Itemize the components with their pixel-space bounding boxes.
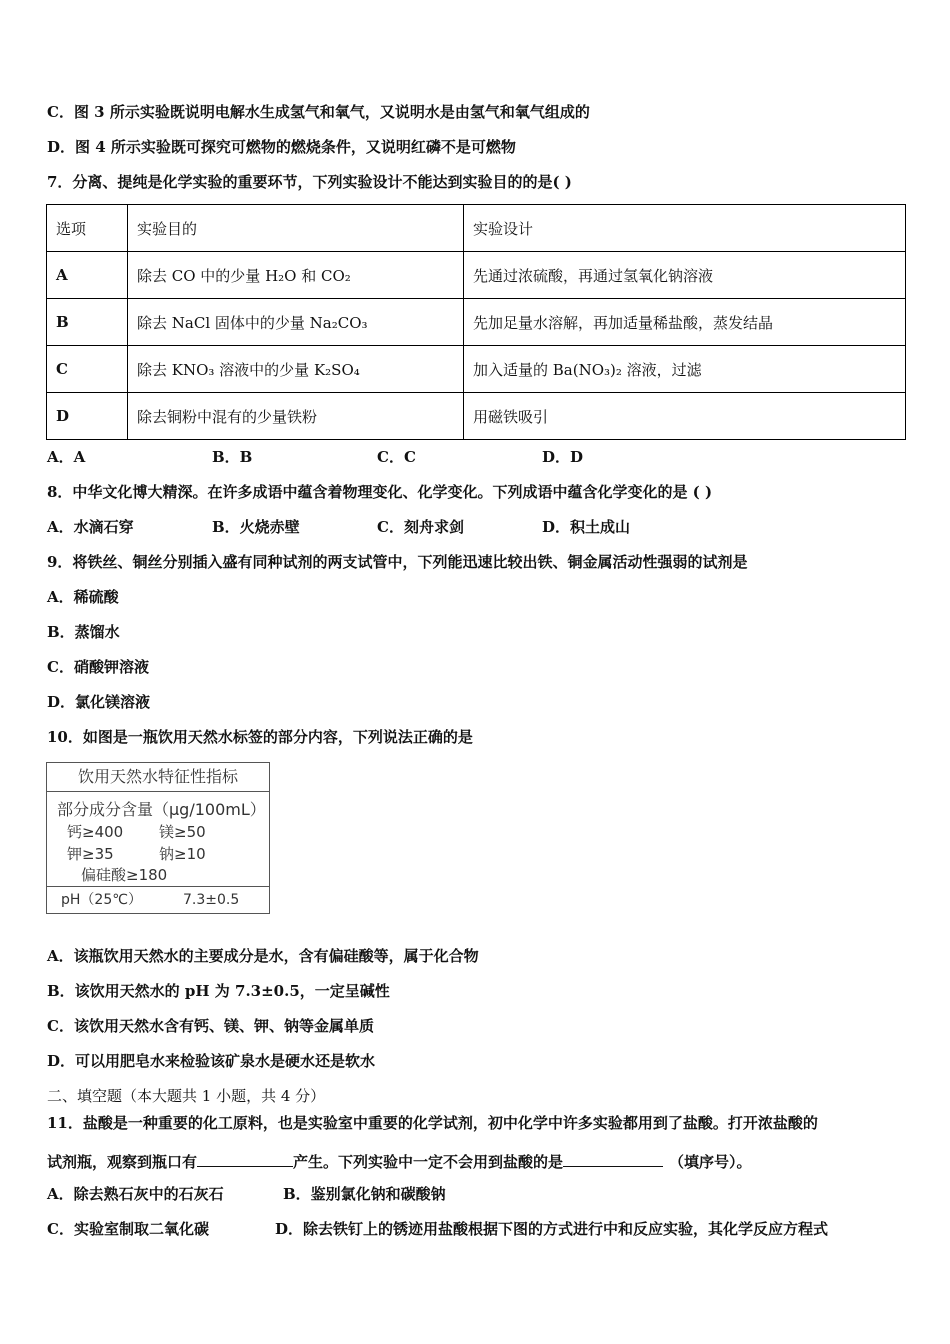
label-title: 饮用天然水特征性指标 bbox=[47, 763, 269, 792]
q11-text-a: 试剂瓶，观察到瓶口有 bbox=[47, 1153, 198, 1171]
q8-option-b: B．火烧赤壁 bbox=[212, 518, 300, 536]
q7-option-a: A．A bbox=[47, 448, 86, 466]
label-ph-label: pH（25℃） bbox=[61, 892, 142, 908]
question-9-stem: 9．将铁丝、铜丝分别插入盛有同种试剂的两支试管中，下列能迅速比较出铁、铜金属活动性强弱的试剂是 bbox=[47, 553, 748, 571]
question-7-stem: 7．分离、提纯是化学实验的重要环节，下列实验设计不能达到实验目的的是( ) bbox=[47, 173, 572, 191]
table-row bbox=[47, 299, 906, 346]
table-row bbox=[47, 346, 906, 393]
header-purpose: 实验目的 bbox=[128, 205, 464, 252]
table-header-row bbox=[47, 205, 906, 252]
row-option: A bbox=[47, 252, 128, 299]
q10-option-c: C．该饮用天然水含有钙、镁、钾、钠等金属单质 bbox=[47, 1017, 374, 1035]
q11-option-a: A．除去熟石灰中的石灰石 bbox=[47, 1185, 224, 1203]
q9-option-d: D．氯化镁溶液 bbox=[47, 693, 151, 711]
water-label-figure bbox=[46, 762, 270, 914]
q8-option-c: C．刻舟求剑 bbox=[377, 518, 464, 536]
blank-field-2 bbox=[563, 1150, 663, 1167]
table-row bbox=[47, 252, 906, 299]
row-option: D bbox=[47, 393, 128, 440]
q7-option-d: D．D bbox=[542, 448, 584, 466]
label-potassium: 钾≥35 bbox=[67, 845, 114, 863]
label-sodium: 钠≥10 bbox=[159, 845, 206, 863]
header-design: 实验设计 bbox=[464, 205, 906, 252]
header-option: 选项 bbox=[47, 205, 128, 252]
row-purpose: 除去 NaCl 固体中的少量 Na₂CO₃ bbox=[128, 299, 464, 346]
label-subtitle: 部分成分含量（μg/100mL） bbox=[57, 800, 266, 819]
q10-option-b: B．该饮用天然水的 pH 为 7.3±0.5，一定呈碱性 bbox=[47, 982, 390, 1000]
row-design: 先通过浓硫酸，再通过氢氧化钠溶液 bbox=[464, 252, 906, 299]
option-c-line: C．图 3 所示实验既说明电解水生成氢气和氧气，又说明水是由氢气和氧气组成的 bbox=[47, 103, 590, 121]
row-option: B bbox=[47, 299, 128, 346]
question-10-stem: 10．如图是一瓶饮用天然水标签的部分内容，下列说法正确的是 bbox=[47, 728, 473, 746]
q7-table bbox=[46, 204, 906, 440]
q11-text-c: （填序号）。 bbox=[669, 1153, 752, 1171]
question-11-line2 bbox=[47, 1150, 752, 1172]
q9-option-a: A．稀硫酸 bbox=[47, 588, 119, 606]
label-ph-row bbox=[47, 886, 269, 913]
row-purpose: 除去 KNO₃ 溶液中的少量 K₂SO₄ bbox=[128, 346, 464, 393]
q11-option-d: D．除去铁钉上的锈迹用盐酸根据下图的方式进行中和反应实验，其化学反应方程式 bbox=[275, 1220, 829, 1238]
q9-option-b: B．蒸馏水 bbox=[47, 623, 120, 641]
q10-option-d: D．可以用肥皂水来检验该矿泉水是硬水还是软水 bbox=[47, 1052, 376, 1070]
table-row bbox=[47, 393, 906, 440]
row-design: 加入适量的 Ba(NO₃)₂ 溶液，过滤 bbox=[464, 346, 906, 393]
row-purpose: 除去铜粉中混有的少量铁粉 bbox=[128, 393, 464, 440]
q11-option-c: C．实验室制取二氧化碳 bbox=[47, 1220, 209, 1238]
label-magnesium: 镁≥50 bbox=[159, 823, 206, 841]
row-purpose: 除去 CO 中的少量 H₂O 和 CO₂ bbox=[128, 252, 464, 299]
q8-option-a: A．水滴石穿 bbox=[47, 518, 134, 536]
label-metasilicic: 偏硅酸≥180 bbox=[81, 866, 168, 884]
blank-field-1 bbox=[197, 1150, 293, 1167]
row-option: C bbox=[47, 346, 128, 393]
q10-option-a: A．该瓶饮用天然水的主要成分是水，含有偏硅酸等，属于化合物 bbox=[47, 947, 479, 965]
q8-option-d: D．积土成山 bbox=[542, 518, 631, 536]
section-heading: 二、填空题（本大题共 1 小题，共 4 分） bbox=[47, 1087, 326, 1105]
option-d-line: D．图 4 所示实验既可探究可燃物的燃烧条件，又说明红磷不是可燃物 bbox=[47, 138, 516, 156]
label-calcium: 钙≥400 bbox=[67, 823, 124, 841]
q7-option-b: B．B bbox=[212, 448, 253, 466]
q11-text-b: 产生。下列实验中一定不会用到盐酸的是 bbox=[293, 1153, 564, 1171]
row-design: 先加足量水溶解，再加适量稀盐酸，蒸发结晶 bbox=[464, 299, 906, 346]
label-ph-value: 7.3±0.5 bbox=[183, 892, 240, 908]
q11-option-b: B．鉴别氯化钠和碳酸钠 bbox=[283, 1185, 446, 1203]
question-8-stem: 8．中华文化博大精深。在许多成语中蕴含着物理变化、化学变化。下列成语中蕴含化学变化的是 ( ) bbox=[47, 483, 713, 501]
row-design: 用磁铁吸引 bbox=[464, 393, 906, 440]
question-11-line1: 11．盐酸是一种重要的化工原料，也是实验室中重要的化学试剂，初中化学中许多实验都用到了盐酸。打开浓盐酸的 bbox=[47, 1114, 818, 1132]
q7-option-c: C．C bbox=[377, 448, 416, 466]
q9-option-c: C．硝酸钾溶液 bbox=[47, 658, 149, 676]
